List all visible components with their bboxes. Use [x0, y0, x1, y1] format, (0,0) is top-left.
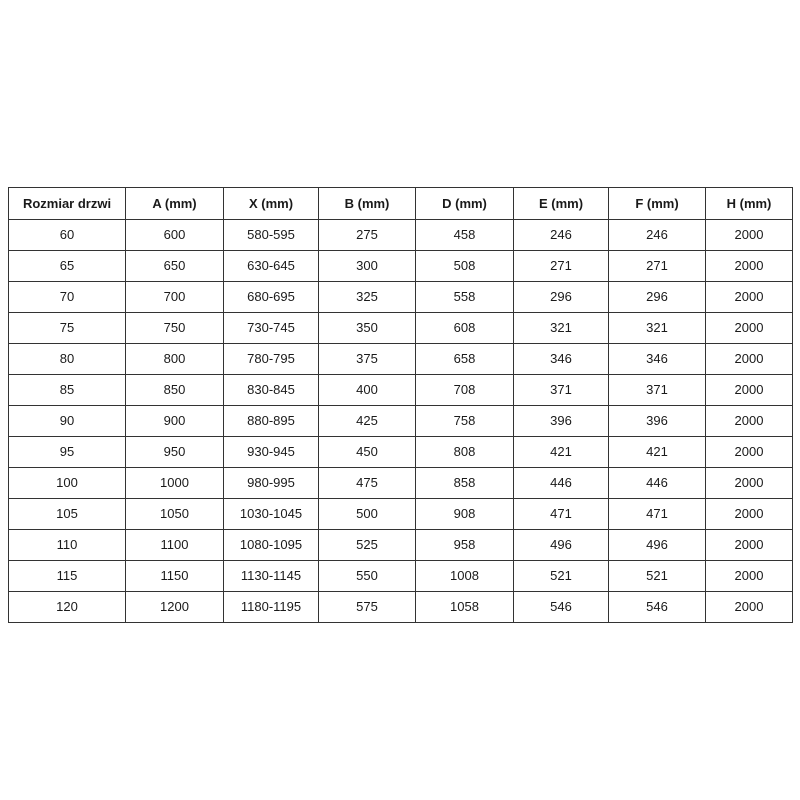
table-cell: 421 [514, 437, 609, 468]
table-cell: 321 [609, 313, 706, 344]
table-cell: 80 [9, 344, 126, 375]
table-row [9, 530, 793, 561]
table-cell: 1130-1145 [224, 561, 319, 592]
table-cell: 421 [609, 437, 706, 468]
table-row [9, 437, 793, 468]
column-header: H (mm) [706, 188, 793, 220]
table-cell: 680-695 [224, 282, 319, 313]
table-cell: 880-895 [224, 406, 319, 437]
column-header: A (mm) [126, 188, 224, 220]
table-cell: 908 [416, 499, 514, 530]
table-cell: 110 [9, 530, 126, 561]
table-cell: 700 [126, 282, 224, 313]
table-cell: 1080-1095 [224, 530, 319, 561]
table-cell: 521 [609, 561, 706, 592]
table-cell: 521 [514, 561, 609, 592]
door-size-spec-table [8, 187, 793, 623]
table-cell: 500 [319, 499, 416, 530]
table-cell: 800 [126, 344, 224, 375]
table-cell: 2000 [706, 499, 793, 530]
table-row [9, 344, 793, 375]
table-cell: 100 [9, 468, 126, 499]
table-cell: 1000 [126, 468, 224, 499]
table-cell: 2000 [706, 406, 793, 437]
table-header [9, 188, 793, 220]
table-cell: 780-795 [224, 344, 319, 375]
table-row [9, 313, 793, 344]
table-cell: 296 [514, 282, 609, 313]
table-cell: 600 [126, 220, 224, 251]
table-cell: 508 [416, 251, 514, 282]
table-cell: 858 [416, 468, 514, 499]
table-cell: 275 [319, 220, 416, 251]
table-cell: 650 [126, 251, 224, 282]
table-cell: 958 [416, 530, 514, 561]
table-cell: 70 [9, 282, 126, 313]
table-cell: 658 [416, 344, 514, 375]
table-cell: 525 [319, 530, 416, 561]
table-cell: 2000 [706, 282, 793, 313]
table-cell: 446 [609, 468, 706, 499]
table-cell: 300 [319, 251, 416, 282]
table-cell: 2000 [706, 313, 793, 344]
table-cell: 271 [514, 251, 609, 282]
table-cell: 458 [416, 220, 514, 251]
table-cell: 950 [126, 437, 224, 468]
table-cell: 2000 [706, 375, 793, 406]
table-cell: 475 [319, 468, 416, 499]
table-cell: 900 [126, 406, 224, 437]
table-cell: 371 [514, 375, 609, 406]
table-cell: 396 [609, 406, 706, 437]
table-cell: 708 [416, 375, 514, 406]
column-header: B (mm) [319, 188, 416, 220]
table-cell: 2000 [706, 561, 793, 592]
table-cell: 95 [9, 437, 126, 468]
table-cell: 471 [514, 499, 609, 530]
table-cell: 471 [609, 499, 706, 530]
table-row [9, 375, 793, 406]
table-cell: 325 [319, 282, 416, 313]
table-cell: 400 [319, 375, 416, 406]
table-body [9, 220, 793, 623]
table-cell: 546 [514, 592, 609, 623]
table-cell: 75 [9, 313, 126, 344]
table-cell: 830-845 [224, 375, 319, 406]
table-cell: 2000 [706, 468, 793, 499]
table-cell: 120 [9, 592, 126, 623]
table-cell: 85 [9, 375, 126, 406]
table-cell: 750 [126, 313, 224, 344]
table-row [9, 499, 793, 530]
table-cell: 808 [416, 437, 514, 468]
table-cell: 546 [609, 592, 706, 623]
table-row [9, 406, 793, 437]
table-cell: 2000 [706, 344, 793, 375]
table-cell: 115 [9, 561, 126, 592]
table-cell: 1008 [416, 561, 514, 592]
table-cell: 246 [514, 220, 609, 251]
table-cell: 446 [514, 468, 609, 499]
table-cell: 2000 [706, 592, 793, 623]
table-cell: 296 [609, 282, 706, 313]
table-cell: 558 [416, 282, 514, 313]
table-row [9, 220, 793, 251]
table-cell: 105 [9, 499, 126, 530]
table-row [9, 561, 793, 592]
table-cell: 758 [416, 406, 514, 437]
table-cell: 980-995 [224, 468, 319, 499]
table-cell: 1100 [126, 530, 224, 561]
table-cell: 425 [319, 406, 416, 437]
column-header: D (mm) [416, 188, 514, 220]
table-cell: 496 [609, 530, 706, 561]
table-cell: 850 [126, 375, 224, 406]
table-cell: 608 [416, 313, 514, 344]
table-cell: 1150 [126, 561, 224, 592]
table-cell: 271 [609, 251, 706, 282]
table-cell: 321 [514, 313, 609, 344]
table-cell: 630-645 [224, 251, 319, 282]
table-cell: 730-745 [224, 313, 319, 344]
table-cell: 575 [319, 592, 416, 623]
table-cell: 90 [9, 406, 126, 437]
table-cell: 2000 [706, 251, 793, 282]
table-cell: 65 [9, 251, 126, 282]
table-cell: 930-945 [224, 437, 319, 468]
table-row [9, 251, 793, 282]
table-row [9, 282, 793, 313]
table-cell: 2000 [706, 437, 793, 468]
table-cell: 450 [319, 437, 416, 468]
table-cell: 346 [514, 344, 609, 375]
table-cell: 2000 [706, 220, 793, 251]
table-header-row [9, 188, 793, 220]
table-cell: 375 [319, 344, 416, 375]
table-cell: 1200 [126, 592, 224, 623]
table-cell: 1050 [126, 499, 224, 530]
table-cell: 346 [609, 344, 706, 375]
door-size-table-container [8, 187, 792, 623]
table-cell: 60 [9, 220, 126, 251]
table-row [9, 468, 793, 499]
table-cell: 550 [319, 561, 416, 592]
table-cell: 246 [609, 220, 706, 251]
table-cell: 2000 [706, 530, 793, 561]
table-row [9, 592, 793, 623]
table-cell: 496 [514, 530, 609, 561]
table-cell: 396 [514, 406, 609, 437]
table-cell: 371 [609, 375, 706, 406]
column-header: F (mm) [609, 188, 706, 220]
table-cell: 1180-1195 [224, 592, 319, 623]
table-cell: 1030-1045 [224, 499, 319, 530]
column-header: E (mm) [514, 188, 609, 220]
column-header: Rozmiar drzwi [9, 188, 126, 220]
column-header: X (mm) [224, 188, 319, 220]
table-cell: 580-595 [224, 220, 319, 251]
table-cell: 1058 [416, 592, 514, 623]
table-cell: 350 [319, 313, 416, 344]
